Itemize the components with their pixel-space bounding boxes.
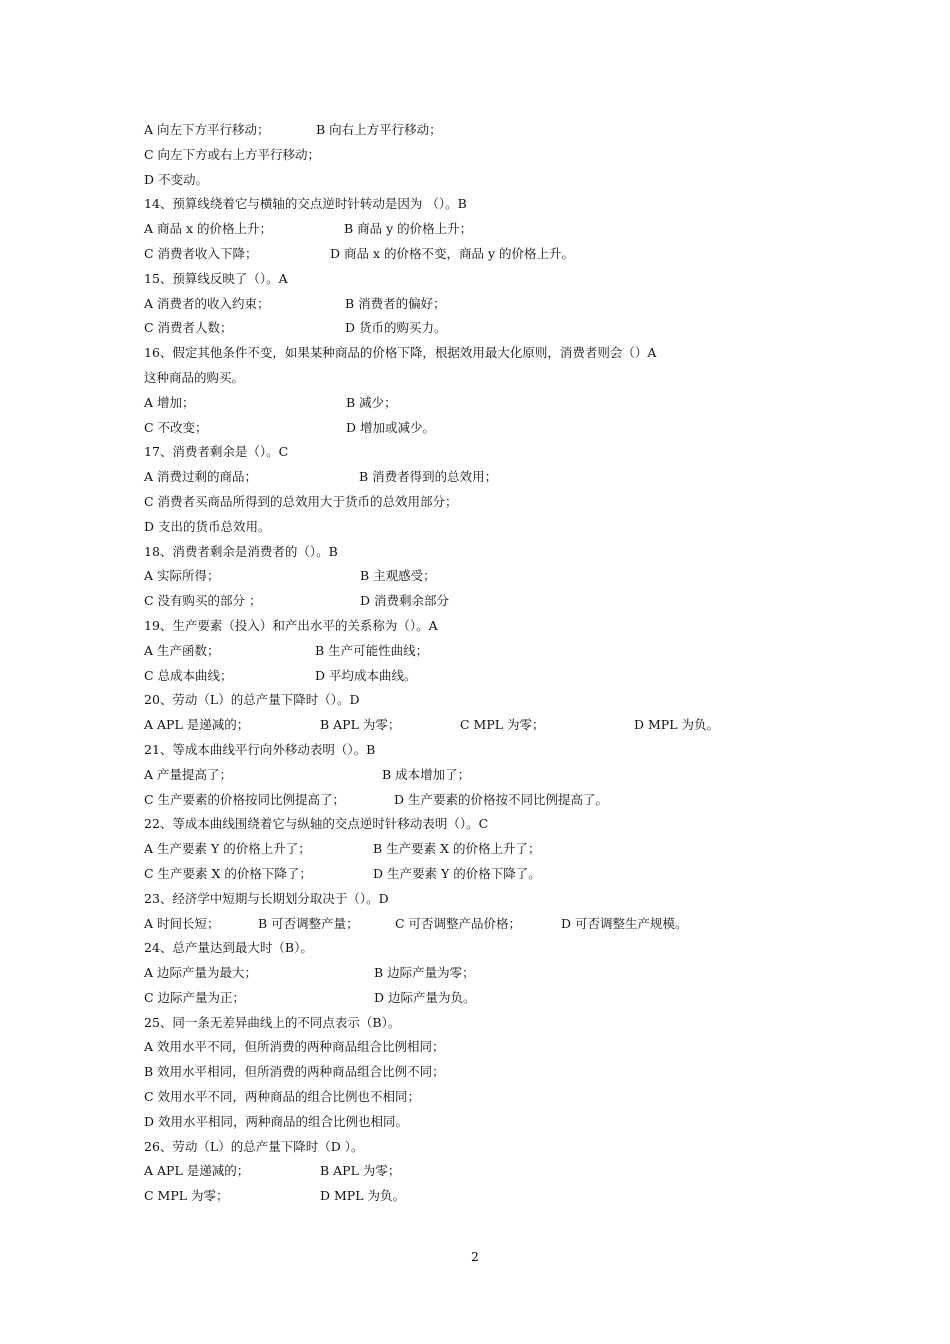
option-d: D MPL 为负。 (320, 1188, 405, 1204)
option-a: A 生产要素 Y 的价格上升了； (144, 841, 311, 857)
option-d: D 货币的购买力。 (345, 320, 447, 336)
option-a: A 效用水平不同，但所消费的两种商品组合比例相同； (144, 1039, 445, 1055)
option-a: A APL 是递减的； (144, 1163, 250, 1179)
text-line (144, 589, 824, 614)
option-b: B APL 为零； (320, 1163, 401, 1179)
option-d: D 可否调整生产规模。 (561, 915, 688, 931)
question-21 (144, 738, 824, 763)
text-line (144, 1159, 824, 1184)
text-line (144, 217, 824, 242)
text-line (144, 763, 824, 788)
option-d: D 不变动。 (144, 171, 208, 187)
question-25 (144, 1011, 824, 1036)
question-20 (144, 688, 824, 713)
text-line (144, 118, 824, 143)
option-c: C 总成本曲线； (144, 667, 233, 683)
text-line (144, 912, 824, 937)
option-a: A 生产函数； (144, 642, 220, 658)
question-text: 16、假定其他条件不变，如果某种商品的价格下降，根据效用最大化原则，消费者则会（）A (144, 345, 657, 361)
option-a: A 时间长短； (144, 915, 220, 931)
text-line (144, 316, 824, 341)
question-text: 26、劳动（L）的总产量下降时（D ）。 (144, 1138, 364, 1154)
option-a: A 增加； (144, 394, 195, 410)
text-line (144, 1110, 824, 1135)
option-c: C 可否调整产品价格； (395, 915, 522, 931)
option-d: D 效用水平相同，两种商品的组合比例也相同。 (144, 1113, 408, 1129)
question-22 (144, 812, 824, 837)
question-text: 24、总产量达到最大时（B）。 (144, 940, 313, 956)
text-line (144, 465, 824, 490)
question-23 (144, 887, 824, 912)
question-15 (144, 267, 824, 292)
text-line (144, 515, 824, 540)
option-b: B 可否调整产量； (258, 915, 359, 931)
text-line (144, 862, 824, 887)
text-line (144, 490, 824, 515)
option-c: C MPL 为零； (460, 717, 545, 733)
option-c: C 效用水平不同，两种商品的组合比例也不相同； (144, 1089, 421, 1105)
text-line (144, 1085, 824, 1110)
question-text: 14、预算线绕着它与横轴的交点逆时针转动是因为 （）。B (144, 196, 467, 212)
option-b: B APL 为零； (320, 717, 401, 733)
text-line (144, 564, 824, 589)
option-c: C 不改变； (144, 419, 208, 435)
question-19 (144, 614, 824, 639)
text-line (144, 366, 824, 391)
text-line (144, 664, 824, 689)
option-d: D 边际产量为负。 (374, 989, 476, 1005)
option-d: D MPL 为负。 (634, 717, 719, 733)
option-d: D 支出的货币总效用。 (144, 518, 271, 534)
option-b: B 向右上方平行移动； (316, 122, 442, 137)
question-16 (144, 341, 824, 366)
question-17 (144, 440, 824, 465)
text-line (144, 1035, 824, 1060)
option-c: C 没有购买的部分 ； (144, 593, 262, 609)
option-b: B 效用水平相同，但所消费的两种商品组合比例不同； (144, 1064, 445, 1080)
option-b: B 边际产量为零； (374, 965, 475, 981)
text-line (144, 391, 824, 416)
option-c: C 消费者人数； (144, 320, 233, 336)
option-b: B 减少； (346, 394, 397, 410)
option-c: C 向左下方或右上方平行移动； (144, 146, 321, 162)
text-line (144, 713, 824, 738)
option-a: A 消费者的收入约束； (144, 295, 270, 311)
option-a: A 实际所得； (144, 568, 220, 584)
option-d: D 平均成本曲线。 (315, 667, 417, 683)
option-a: A 商品 x 的价格上升； (144, 221, 272, 237)
question-text: 23、经济学中短期与长期划分取决于（）。D (144, 890, 389, 906)
option-b: B 消费者得到的总效用； (359, 469, 498, 485)
option-c: C 消费者收入下降； (144, 245, 258, 261)
option-c: C MPL 为零； (144, 1188, 229, 1204)
question-14 (144, 192, 824, 217)
question-26 (144, 1135, 824, 1160)
option-c: C 消费者买商品所得到的总效用大于货币的总效用部分； (144, 493, 458, 509)
option-b: B 商品 y 的价格上升； (344, 221, 473, 237)
text-line (144, 143, 824, 168)
question-text: 22、等成本曲线围绕着它与纵轴的交点逆时针移动表明（）。C (144, 816, 489, 832)
question-text-continued: 这种商品的购买。 (144, 369, 245, 385)
option-d: D 生产要素 Y 的价格下降了。 (373, 865, 541, 881)
question-text: 17、消费者剩余是（）。C (144, 444, 289, 460)
option-b: B 生产要素 X 的价格上升了； (373, 841, 541, 857)
option-d: D 生产要素的价格按不同比例提高了。 (394, 791, 608, 807)
question-24 (144, 936, 824, 961)
text-line (144, 292, 824, 317)
question-text: 20、劳动（L）的总产量下降时（）。D (144, 692, 360, 708)
text-line (144, 168, 824, 193)
option-c: C 生产要素的价格按同比例提高了； (144, 791, 346, 807)
option-b: B 消费者的偏好； (345, 295, 446, 311)
question-text: 15、预算线反映了（）。A (144, 270, 288, 286)
option-a: A 向左下方平行移动； (144, 122, 270, 137)
text-line (144, 639, 824, 664)
question-text: 21、等成本曲线平行向外移动表明（）。B (144, 741, 376, 757)
text-line (144, 961, 824, 986)
page-content (144, 118, 824, 1209)
page-number: 2 (471, 1250, 479, 1264)
option-c: C 生产要素 X 的价格下降了； (144, 865, 312, 881)
question-text: 25、同一条无差异曲线上的不同点表示（B）。 (144, 1014, 401, 1030)
option-d: D 消费剩余部分 (360, 593, 449, 609)
text-line (144, 1184, 824, 1209)
option-b: B 生产可能性曲线； (315, 642, 429, 658)
option-a: A 产量提高了； (144, 766, 233, 782)
option-a: A APL 是递减的； (144, 717, 250, 733)
text-line (144, 986, 824, 1011)
option-c: C 边际产量为正； (144, 989, 246, 1005)
text-line (144, 416, 824, 441)
question-text: 19、生产要素（投入）和产出水平的关系称为（）。A (144, 617, 438, 633)
option-d: D 商品 x 的价格不变，商品 y 的价格上升。 (330, 245, 575, 261)
option-b: B 成本增加了； (382, 766, 471, 782)
text-line (144, 837, 824, 862)
text-line (144, 242, 824, 267)
option-a: A 消费过剩的商品； (144, 469, 258, 485)
question-18 (144, 540, 824, 565)
text-line (144, 1060, 824, 1085)
option-b: B 主观感受； (360, 568, 436, 584)
option-d: D 增加或减少。 (346, 419, 435, 435)
question-text: 18、消费者剩余是消费者的（）。B (144, 543, 338, 559)
text-line (144, 788, 824, 813)
option-a: A 边际产量为最大； (144, 965, 258, 981)
